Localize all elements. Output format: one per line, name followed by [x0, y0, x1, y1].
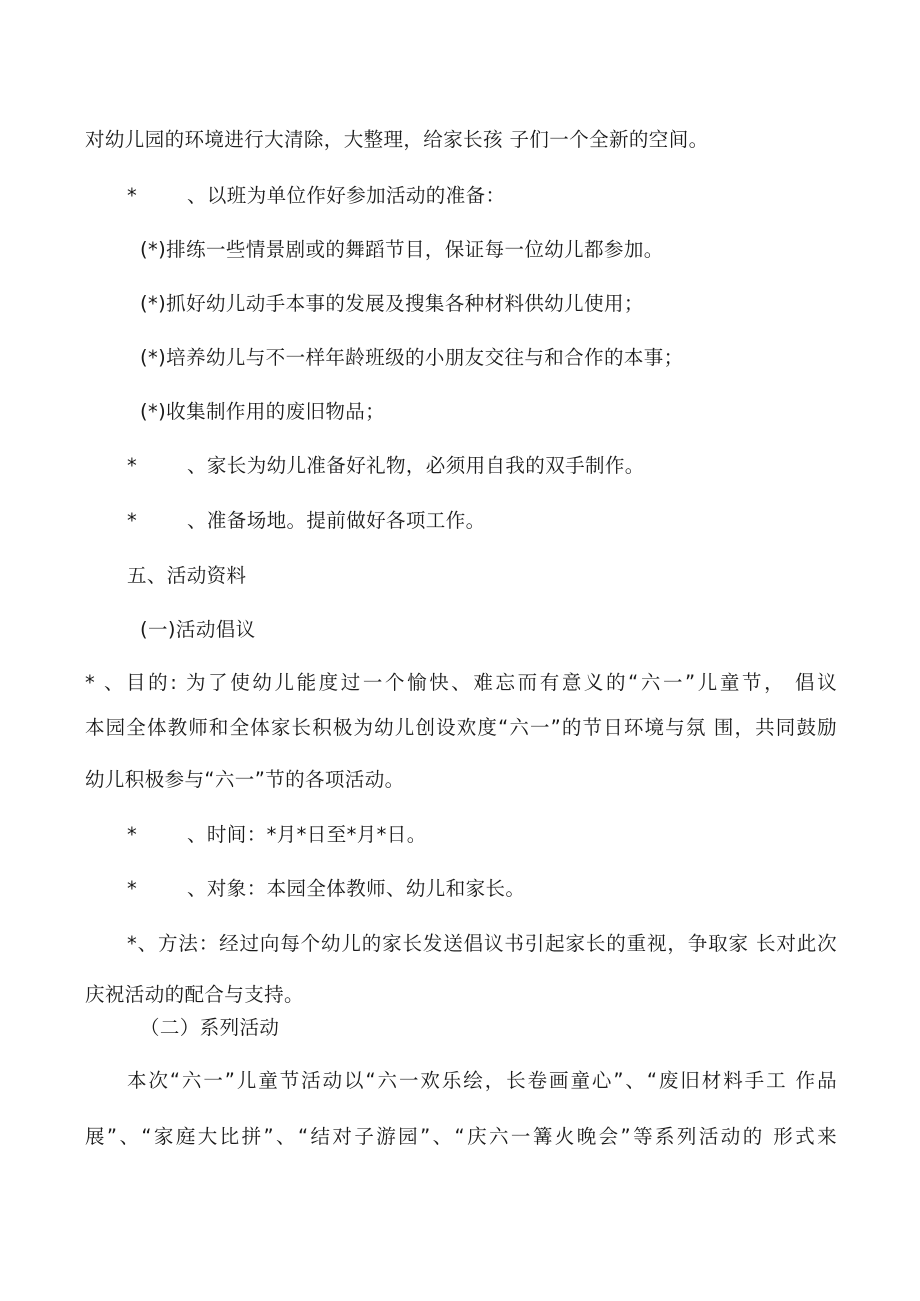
section-heading: 五、活动资料: [127, 564, 247, 587]
item-number: *: [127, 184, 138, 207]
paragraph-line: 对幼儿园的环境进行大清除，大整理，给家长孩 子们一个全新的空间。: [85, 128, 709, 151]
sub-item: (*)培养幼儿与不一样年龄班级的小朋友交往与和合作的本事；: [140, 346, 684, 369]
paragraph-line: *、方法：经过向每个幼儿的家长发送倡议书引起家长的重视，争取家 长对此次: [127, 932, 837, 955]
paragraph-line: 本次“六一”儿童节活动以“六一欢乐绘，长卷画童心”、“废旧材料手工 作品: [127, 1069, 837, 1092]
subsection-heading: （二）系列活动: [140, 1016, 280, 1039]
item-text: 、准备场地。提前做好各项工作。: [187, 509, 486, 532]
sub-item: (*)排练一些情景剧或的舞蹈节目，保证每一位幼儿都参加。: [140, 238, 664, 261]
item-text: 、以班为单位作好参加活动的准备：: [187, 184, 506, 207]
subsection-heading: (一)活动倡议: [140, 618, 256, 641]
paragraph-line: 展”、“家庭大比拼”、“结对子游园”、“庆六一篝火晚会”等系列活动的 形式来: [85, 1125, 837, 1148]
item-number: *: [127, 877, 138, 900]
paragraph-line: 幼儿积极参与“六一”节的各项活动。: [85, 768, 405, 791]
item-text: 、时间：*月*日至*月*日。: [187, 823, 427, 846]
item-text: 、对象：本园全体教师、幼儿和家长。: [187, 877, 526, 900]
paragraph-line: 本园全体教师和全体家长积极为幼儿创设欢度“六一”的节日环境与氛 围，共同鼓励: [85, 716, 837, 739]
sub-item: (*)抓好幼儿动手本事的发展及搜集各种材料供幼儿使用；: [140, 292, 644, 315]
paragraph-line: 庆祝活动的配合与支持。: [85, 983, 304, 1006]
sub-item: (*)收集制作用的废旧物品；: [140, 400, 386, 423]
item-number: *: [127, 823, 138, 846]
item-number: *: [127, 454, 138, 477]
paragraph-line: * 、目的: 为了使幼儿能度过一个愉快、难忘而有意义的“六一”儿童节， 倡议: [85, 671, 837, 694]
item-text: 、家长为幼儿准备好礼物，必须用自我的双手制作。: [187, 454, 645, 477]
item-number: *: [127, 509, 138, 532]
